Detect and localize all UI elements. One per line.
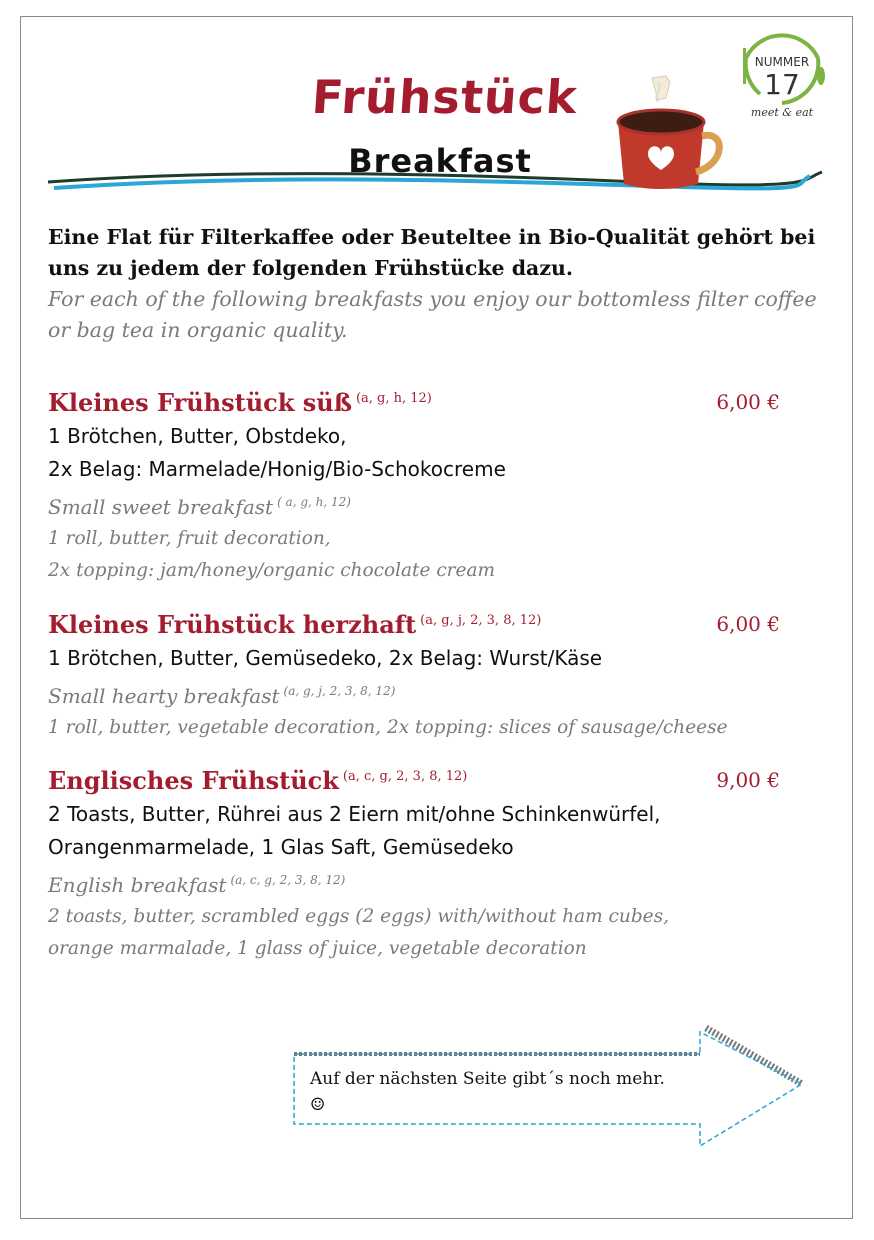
item-description-de: 1 Brötchen, Butter, Gemüsedeko, 2x Belag: Wurst/Käse xyxy=(48,646,603,670)
item-allergens: (a, g, h, 12) xyxy=(355,391,432,406)
intro-english: For each of the following breakfasts you enjoy our bottomless filter coffee or bag tea in organic quality. xyxy=(48,287,817,342)
item-name: Englisches Frühstück xyxy=(48,766,339,795)
item-description-en: 1 roll, butter, fruit decoration, xyxy=(48,528,331,549)
menu-item-header xyxy=(48,610,788,642)
item-name: Kleines Frühstück süß xyxy=(48,388,352,417)
svg-text:NUMMER: NUMMER xyxy=(754,55,810,69)
item-description-de: Orangenmarmelade, 1 Glas Saft, Gemüsedeko xyxy=(48,835,514,859)
svg-text:17: 17 xyxy=(764,68,800,101)
item-name-english-text: English breakfast xyxy=(48,873,227,897)
menu-item-header xyxy=(48,388,788,420)
item-price: 9,00 € xyxy=(716,768,780,792)
item-description-en: 2 toasts, butter, scrambled eggs (2 eggs) with/without ham cubes, xyxy=(48,906,669,927)
item-description-en: orange marmalade, 1 glass of juice, vegetable decoration xyxy=(48,938,587,959)
smiley-icon: ☺ xyxy=(310,1095,326,1115)
item-description-de: 2 Toasts, Butter, Rührei aus 2 Eiern mit/ohne Schinkenwürfel, xyxy=(48,802,661,826)
item-description-en: 2x topping: jam/honey/organic chocolate cream xyxy=(48,560,496,581)
nummer17-logo xyxy=(732,28,832,123)
item-name-english xyxy=(48,864,788,901)
coffee-cup-icon xyxy=(612,72,732,197)
svg-text:meet & eat: meet & eat xyxy=(750,106,814,119)
next-page-note xyxy=(310,1066,710,1118)
item-description-de: 2x Belag: Marmelade/Honig/Bio-Schokocreme xyxy=(48,457,506,481)
item-price: 6,00 € xyxy=(716,390,780,414)
item-name-english xyxy=(48,675,788,712)
menu-item-header xyxy=(48,766,788,798)
page-title: Frühstück xyxy=(310,70,580,124)
item-allergens: (a, c, g, 2, 3, 8, 12) xyxy=(342,769,468,784)
item-name: Kleines Frühstück herzhaft xyxy=(48,610,417,639)
intro-german: Eine Flat für Filterkaffee oder Beuteltee in Bio-Qualität gehört bei uns zu jedem der folgenden Frühstücke dazu. xyxy=(48,225,816,280)
page-subtitle: Breakfast xyxy=(348,142,532,180)
item-price: 6,00 € xyxy=(716,612,780,636)
item-name-english xyxy=(48,486,788,523)
item-allergens-english: (a, c, g, 2, 3, 8, 12) xyxy=(230,873,346,887)
item-description-en: 1 roll, butter, vegetable decoration, 2x topping: slices of sausage/cheese xyxy=(48,717,728,738)
menu-item xyxy=(48,388,788,587)
next-page-text: Auf der nächsten Seite gibt´s noch mehr. xyxy=(310,1069,665,1089)
item-description-de: 1 Brötchen, Butter, Obstdeko, xyxy=(48,424,347,448)
item-name-english-text: Small sweet breakfast xyxy=(48,495,274,519)
item-name-english-text: Small hearty breakfast xyxy=(48,684,280,708)
menu-item xyxy=(48,610,788,744)
item-allergens-english: (a, g, j, 2, 3, 8, 12) xyxy=(283,684,396,698)
item-allergens-english: ( a, g, h, 12) xyxy=(277,495,351,509)
item-allergens: (a, g, j, 2, 3, 8, 12) xyxy=(420,613,542,628)
menu-item xyxy=(48,766,788,965)
